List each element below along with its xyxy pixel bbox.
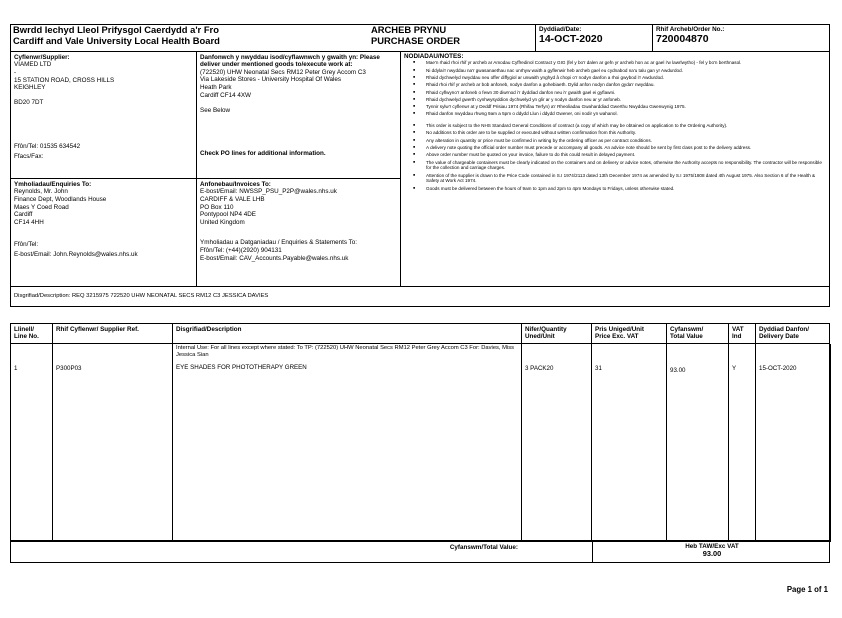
note-item: ■ Rhaid danfon nwyddau rhwng 9am a 5pm o ddydd Llun i ddydd Gwener, oni nodir yn wahanol. <box>404 111 826 117</box>
table-body <box>11 344 829 542</box>
note-item: ■ Above order number must be quoted on your invoice, failure to do this could result in delayed payment. <box>404 152 826 158</box>
invoices-block <box>197 179 401 286</box>
page-number: Page 1 of 1 <box>786 585 828 594</box>
doc-title <box>371 25 533 46</box>
totals-band <box>10 541 830 563</box>
date-value: 14-OCT-2020 <box>539 33 603 46</box>
date-label: Dyddiad/Date: <box>539 26 582 33</box>
row-quantity-unit: 3 PACK20 <box>525 365 554 372</box>
delivery-label: Danfonwch y nwyddau isod/cyflawnwch y gwaith yn: Please deliver under mentioned goods to/execute work at: <box>200 54 380 69</box>
supplier-phone: Ffôn/Tel: 01535 634542 <box>14 143 81 150</box>
note-item: ■ This order is subject to the NHS Standard General Conditions of contract (a copy of which may be obtained on application to the Ordering Authority). <box>404 123 826 129</box>
row-line-no: 1 <box>14 365 18 372</box>
enquiries-block <box>11 179 197 286</box>
doc-title-english: PURCHASE ORDER <box>371 34 461 46</box>
exc-vat-label: Heb TAW/Exc VAT <box>685 543 739 550</box>
note-item: ■ A delivery note quoting the official order number must precede or accompany all goods. An advice note should be sent by first class post to the delivery address. <box>404 145 826 151</box>
delivery-block <box>197 52 401 179</box>
note-item: ■ No additions to this order are to be supplied or executed without written confirmation from this Authority. <box>404 130 826 136</box>
total-value-box <box>592 542 831 562</box>
doc-title-welsh: ARCHEB PRYNU <box>371 24 447 35</box>
enquiries-phone: Ffôn/Tel: <box>14 241 39 248</box>
header-delivery-date: Dyddiad Danfon/ Delivery Date <box>759 326 810 341</box>
org-name-welsh: Bwrdd Iechyd Lleol Prifysgol Caerdydd a'r Fro <box>13 24 219 35</box>
statements-phone: Ffôn/Tel: (+44)(2920) 904131 <box>200 247 282 254</box>
total-value-label: Cyfanswm/Total Value: <box>449 544 518 551</box>
total-value: 93.00 <box>702 549 722 559</box>
description-line <box>11 286 829 306</box>
enquiries-label: Ymholiadau/Enquiries To: <box>14 181 92 188</box>
statements-label: Ymholiadau a Datganiadau / Enquiries & Statements To: <box>200 239 358 246</box>
note-item: ■ Mae'n rhaid rhoi rhif yr archeb ar Amodau Cyffredinol Contract y GIG (fel y bo'r dalen ar gefn yr archeb hon ac ar gael i'w lawrlwytho) - fel y bo'n berthnasol. <box>404 60 826 66</box>
statements-email: E-bost/Email: CAV_Accounts.Payable@wales.nhs.uk <box>200 255 349 262</box>
line-items-table <box>10 323 830 541</box>
header-supplier-ref: Rhif Cyflenwr/ Supplier Ref. <box>53 324 173 343</box>
notes-label: NODIADAU/NOTES: <box>404 53 464 60</box>
description-text: Disgrifiad/Description: REQ 3215975 722520 UHW NEONATAL SECS RM12 C3 JESSICA DAVIES <box>14 293 269 299</box>
note-item: ■ Rhaid dychwelyd nwyddau neu offer diffygiol ar unwaith ynghyd â chopi o'r nodyn danfon a rhoi gwybod i'r Awdurdod. <box>404 75 826 81</box>
header-quantity-unit: Nifer/Quantity Uned/Unit <box>522 324 592 343</box>
invoices-email: E-bost/Email: NWSSP_PSU_P2P@wales.nhs.uk <box>200 188 337 196</box>
notes-list-english <box>404 123 826 191</box>
note-item: ■ Rhaid rhoi rhif yr archeb ar bob anfoneb, nodyn danfon a gohebiaeth. Dylid anfon nodyn danfon gyda'r nwyddau. <box>404 82 826 88</box>
supplier-block <box>11 52 197 179</box>
row-supplier-ref: P300P03 <box>56 365 82 372</box>
header-vat-ind: VAT Ind <box>729 324 756 343</box>
invoices-address: CARDIFF & VALE LHB PO Box 110 Pontypool NP4 4DE United Kingdom <box>200 196 265 226</box>
enquiries-email: E-bost/Email: John.Reynolds@wales.nhs.uk <box>14 251 138 258</box>
row-description: EYE SHADES FOR PHOTOTHERAPY GREEN <box>176 364 307 371</box>
org-names <box>13 25 369 46</box>
header-band <box>10 24 830 52</box>
date-block <box>535 25 652 51</box>
order-number-block <box>652 25 829 51</box>
row-total-value: 93.00 <box>670 367 686 374</box>
enquiries-address: Reynolds, Mr. John Finance Dept, Woodlands House Maes Y Coed Road Cardiff CF14 4HH <box>14 188 107 226</box>
supplier-address: VIAMED LTD - 15 STATION ROAD, CROSS HILLS KEIGHLEY BD20 7DT <box>14 61 115 107</box>
note-item: ■ Rhaid cyflwyno'r anfoneb o fewn 30 diwrnod i'r dyddiad danfon neu i'r gwaith gael ei gyflawni. <box>404 90 826 96</box>
supplier-label: Cyflenwr/Supplier: <box>14 54 70 61</box>
note-item: ■ Tynnir sylw'r cyflenwr at y Deddf Prisiau 1974 (Rhifau Terfyn) a'r Rheoliadau Gwaharddiad Gwerthu Nwyddau Gwenwynig 1975. <box>404 104 826 110</box>
note-item: ■ The value of chargeable containers must be clearly indicated on the containers and on delivery or advice notes, otherwise the Authority accepts no responsibility. The contractor will be responsible for the collection and carriage charges. <box>404 160 826 171</box>
note-item: ■ Rhaid dychwelyd gwerth cynhwysyddion dychwelyd yn glir ar y nodyn danfon neu ar yr anfoneb. <box>404 97 826 103</box>
note-item: ■ Attention of the supplier is drawn to the Price Code contained in S.I 1974/2113 dated 13th December 1974 as amended by S.I 1975/1808 dated 4th August 1975. Also Section 6 of the Health & Safety at Work Act 1974. <box>404 173 826 184</box>
note-item: ■ Goods must be delivered between the hours of 9am to 1pm and 2pm to 4pm Mondays to Fridays, unless otherwise stated. <box>404 186 826 192</box>
delivery-check-note: Check PO lines for additional information. <box>200 150 326 157</box>
row-internal-note: Internal Use: For all lines except where stated: To TP: (722520) UHW Neonatal Secs RM12 Peter Grey Accom C3 For: Davies, Miss Jessica Sian <box>176 345 515 358</box>
header-unit-price: Pris Uniged/Unit Price Exc. VAT <box>592 324 667 343</box>
table-row <box>11 344 829 384</box>
invoices-label: Anfonebau/Invoices To: <box>200 181 271 188</box>
header-description: Disgrifiad/Description <box>173 324 522 343</box>
note-item: ■ Any alteration in quantity or price must be confirmed in writing by the ordering officer as per contract conditions. <box>404 138 826 144</box>
note-item: ■ Ni ddylai'r nwyddau na'r gwasanaethau nac unrhyw waith a gyflenwir heb archeb gael eu cydnabod na'u talu gan yr Awdurdod. <box>404 68 826 74</box>
notes-block <box>401 52 829 286</box>
org-name-english: Cardiff and Vale University Local Health Board <box>13 34 220 46</box>
row-vat-ind: Y <box>732 365 737 372</box>
table-header-row <box>11 324 829 344</box>
row-unit-price: 31 <box>595 365 602 372</box>
header-line-no: Llinell/ Line No. <box>11 324 53 343</box>
row-delivery-date: 15-OCT-2020 <box>759 365 797 372</box>
order-number-value: 720004870 <box>656 33 709 46</box>
supplier-fax: Ffacs/Fax: <box>14 153 44 160</box>
info-grid <box>10 51 830 307</box>
header-total-value: Cyfanswm/ Total Value <box>667 324 729 343</box>
notes-list-welsh <box>404 60 826 117</box>
delivery-address: (722520) UHW Neonatal Secs RM12 Peter Grey Accom C3 Via Lakeside Stores - University Hospital Of Wales Heath Park Cardiff CF14 4XW See Below <box>200 68 366 114</box>
order-number-label: Rhif Archeb/Order No.: <box>656 26 725 33</box>
